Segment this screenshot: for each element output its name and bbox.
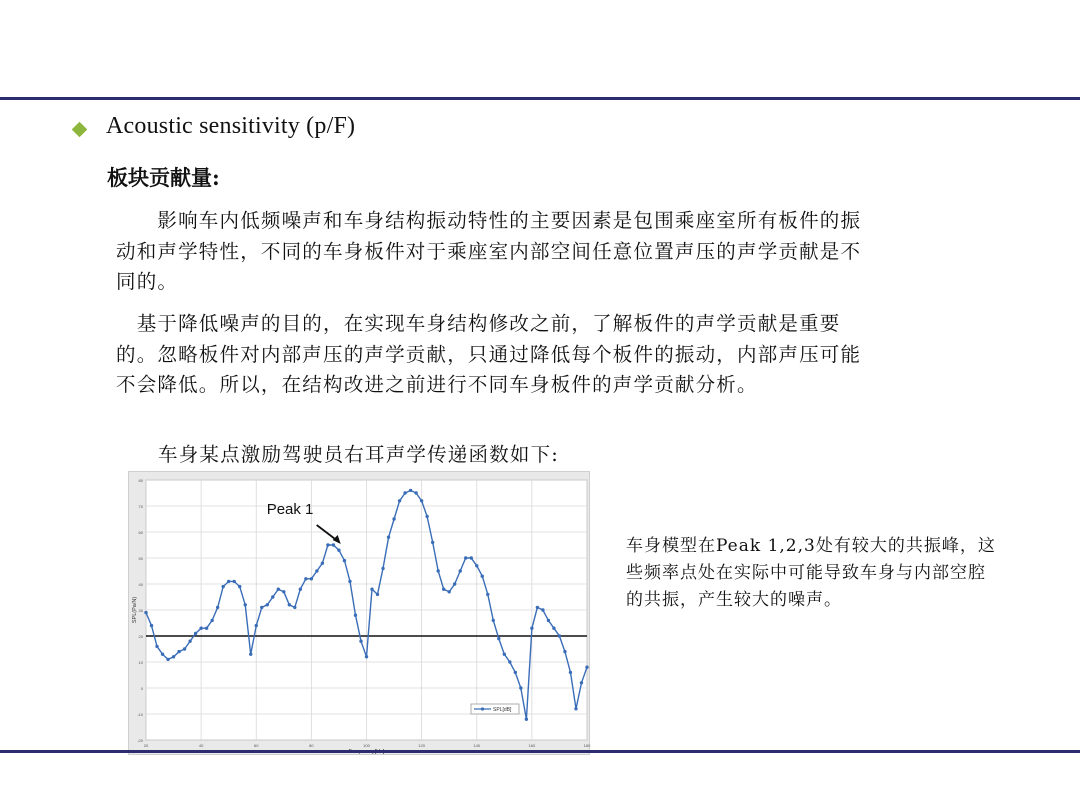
y-tick-label: 20 xyxy=(138,634,143,639)
data-point xyxy=(150,624,153,627)
y-tick-label: 40 xyxy=(138,582,143,587)
legend-swatch-marker xyxy=(481,707,484,710)
data-point xyxy=(188,640,191,643)
data-point xyxy=(348,580,351,583)
data-point xyxy=(194,632,197,635)
y-tick-label: 30 xyxy=(138,608,143,613)
y-tick-label: -10 xyxy=(137,712,143,717)
data-point xyxy=(326,543,329,546)
y-tick-label: 0 xyxy=(140,686,143,691)
data-point xyxy=(420,499,423,502)
data-point xyxy=(470,556,473,559)
data-point xyxy=(277,588,280,591)
data-point xyxy=(453,582,456,585)
x-tick-label: 100 xyxy=(363,743,370,748)
data-point xyxy=(475,564,478,567)
data-point xyxy=(519,686,522,689)
data-point xyxy=(370,588,373,591)
transfer-function-chart xyxy=(128,471,590,755)
x-tick-label: 20 xyxy=(143,743,149,748)
data-point xyxy=(260,606,263,609)
data-point xyxy=(381,567,384,570)
slide-subheading: 板块贡献量: xyxy=(107,165,220,190)
data-point xyxy=(398,499,401,502)
y-axis-label: SPL(Pa/N) xyxy=(132,596,138,624)
data-point xyxy=(172,655,175,658)
data-point xyxy=(199,627,202,630)
data-point xyxy=(304,577,307,580)
x-tick-label: 140 xyxy=(473,743,481,748)
x-tick-label: 80 xyxy=(309,743,314,748)
data-point xyxy=(414,491,417,494)
data-point xyxy=(337,549,340,552)
y-tick-label: 80 xyxy=(138,478,143,483)
data-point xyxy=(249,653,252,656)
data-point xyxy=(585,666,588,669)
data-point xyxy=(447,590,450,593)
y-tick-label: -20 xyxy=(137,738,143,743)
data-point xyxy=(299,588,302,591)
data-point xyxy=(282,590,285,593)
data-point xyxy=(403,491,406,494)
legend-entry: SPL[dB] xyxy=(493,707,512,713)
data-point xyxy=(459,569,462,572)
data-point xyxy=(580,681,583,684)
data-point xyxy=(569,671,572,674)
y-tick-label: 10 xyxy=(138,660,143,665)
y-tick-label: 60 xyxy=(138,530,143,535)
data-point xyxy=(365,655,368,658)
data-point xyxy=(558,634,561,637)
data-point xyxy=(387,536,390,539)
data-point xyxy=(464,556,467,559)
data-point xyxy=(359,640,362,643)
data-point xyxy=(161,653,164,656)
data-point xyxy=(210,619,213,622)
data-point xyxy=(514,671,517,674)
data-point xyxy=(293,606,296,609)
data-point xyxy=(503,653,506,656)
data-point xyxy=(227,580,230,583)
data-point xyxy=(481,575,484,578)
x-tick-label: 180 xyxy=(583,743,591,748)
data-point xyxy=(508,660,511,663)
data-point xyxy=(343,559,346,562)
data-point xyxy=(530,627,533,630)
data-point xyxy=(315,569,318,572)
data-point xyxy=(255,624,258,627)
chart-svg xyxy=(129,472,591,756)
data-point xyxy=(332,543,335,546)
y-tick-label: 50 xyxy=(138,556,143,561)
x-tick-label: 120 xyxy=(418,743,425,748)
data-point xyxy=(392,517,395,520)
data-point xyxy=(144,611,147,614)
data-point xyxy=(563,650,566,653)
data-point xyxy=(525,718,528,721)
data-point xyxy=(166,658,169,661)
data-point xyxy=(266,603,269,606)
data-point xyxy=(574,707,577,710)
paragraph-2: 基于降低噪声的目的，在实现车身结构修改之前，了解板件的声学贡献是重要的。忽略板件对内部声压的声学贡献，只通过降低每个板件的振动，内部声压可能不会降低。所以，在结构改进之前进行不同车身板件的声学贡献分析。 xyxy=(116,312,862,396)
data-point xyxy=(492,619,495,622)
peak-annotation-label: Peak 1 xyxy=(266,501,314,518)
data-point xyxy=(288,603,291,606)
data-point xyxy=(536,606,539,609)
data-point xyxy=(233,580,236,583)
data-point xyxy=(155,645,158,648)
data-point xyxy=(442,588,445,591)
x-tick-label: 40 xyxy=(198,743,204,748)
data-point xyxy=(547,619,550,622)
paragraph-1: 影响车内低频噪声和车身结构振动特性的主要因素是包围乘座室所有板件的振动和声学特性，不同的车身板件对于乘座室内部空间任意位置声压的声学贡献是不同的。 xyxy=(116,209,862,293)
bottom-rule xyxy=(0,750,1080,753)
x-tick-label: 60 xyxy=(254,743,259,748)
side-note: 车身模型在Peak 1,2,3处有较大的共振峰，这些频率点处在实际中可能导致车身与内部空腔的共振，产生较大的噪声。 xyxy=(626,536,996,610)
x-tick-label: 160 xyxy=(528,743,536,748)
data-point xyxy=(310,577,313,580)
data-point xyxy=(271,595,274,598)
data-point xyxy=(354,614,357,617)
data-point xyxy=(321,562,324,565)
data-point xyxy=(216,606,219,609)
top-rule xyxy=(0,97,1080,100)
data-point xyxy=(431,541,434,544)
data-point xyxy=(486,593,489,596)
data-point xyxy=(497,637,500,640)
diamond-bullet-icon xyxy=(72,122,88,138)
data-point xyxy=(552,627,555,630)
data-point xyxy=(221,585,224,588)
data-point xyxy=(205,627,208,630)
data-point xyxy=(238,585,241,588)
data-point xyxy=(244,603,247,606)
data-point xyxy=(425,515,428,518)
y-tick-label: 70 xyxy=(138,504,143,509)
data-point xyxy=(177,650,180,653)
data-point xyxy=(183,647,186,650)
paragraph-3: 车身某点激励驾驶员右耳声学传递函数如下: xyxy=(158,443,560,466)
data-point xyxy=(541,608,544,611)
slide-heading: Acoustic sensitivity (p/F) xyxy=(106,113,356,139)
data-point xyxy=(376,593,379,596)
data-point xyxy=(436,569,439,572)
data-point xyxy=(409,489,412,492)
